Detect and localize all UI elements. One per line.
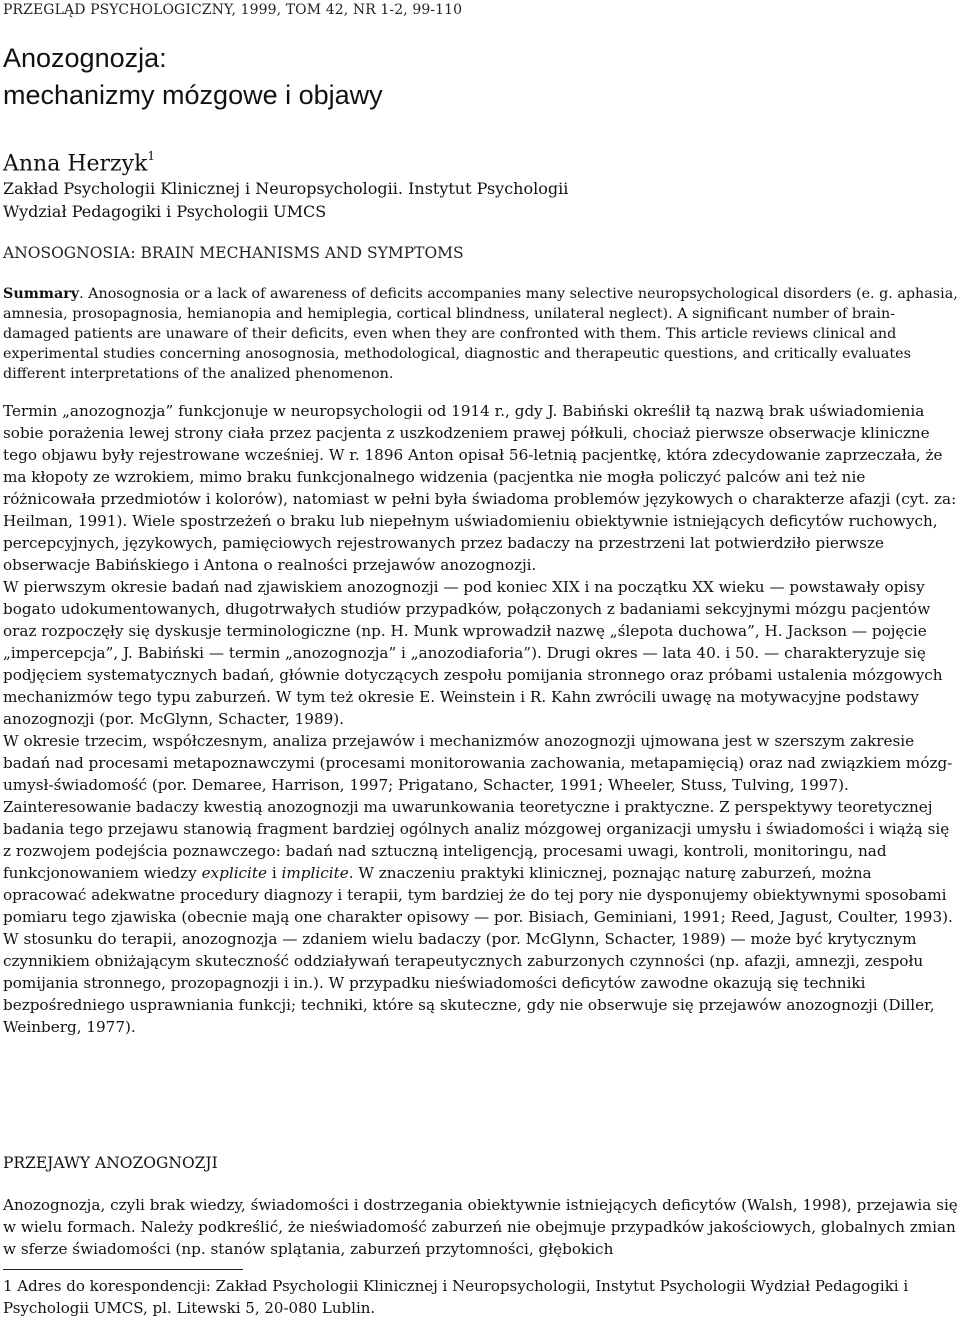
section-heading: PRZEJAWY ANOZOGNOZJI <box>3 1154 218 1172</box>
abstract <box>3 284 958 384</box>
paragraph: Termin „anozognozja” funkcjonuje w neuropsychologii od 1914 r., gdy J. Babiński określił tą nazwą brak uświadomienia sobie porażenia lewej strony ciała przez pacjenta z uszkodzeniem prawej półkuli, chociaż pierwsze obserwacje kliniczne tego objawu były rejestrowane wcześniej. W r. 1896 Anton opisał 56-letnią pacjentkę, która zdecydowanie zaprzeczała, że ma kłopoty ze wzrokiem, mimo braku funkcjonalnego widzenia (pacjentka nie mogła policzyć palców ani też nie różnicowała przedmiotów i kolorów), natomiast w pełni była świadoma problemów językowych o charakterze afazji (cyt. za: Heilman, 1991). Wiele spostrzeżeń o braku lub niepełnym uświadomieniu obiektywnie istniejących deficytów ruchowych, percepcyjnych, językowych, pamięciowych rejestrowanych przez badaczy na przestrzeni lat potwierdziło pierwsze obserwacje Babińskiego i Antona o realności przejawów anozognozji. <box>3 402 957 574</box>
paragraph-text: . W znaczeniu praktyki klinicznej, poznając naturę zaburzeń, można opracować adekwatne procedury diagnozy i terapii, tym bardziej że do tej pory nie dysponujemy obiektywnymi sposobami pomiaru tego zjawiska (obecnie mają one charakter opisowy — por. Bisiach, Geminiani, 1991; Reed, Jagust, Coulter, 1993). W stosunku do terapii, anozognozja — zdaniem wielu badaczy (por. McGlynn, Schacter, 1989) — może być krytycznym czynnikiem obniżającym skuteczność oddziaływań terapeutycznych zaburzonych czynności (np. afazji, amnezji, zespołu pomijania stronnego, prozopagnozji i in.). W przypadku nieświadomości deficytów zawodne okazują się techniki bezpośredniego usprawniania funkcji; techniki, które są skuteczne, gdy nie obserwuje się przejawów anozognozji (Diller, Weinberg, 1977). <box>3 864 953 1036</box>
paragraph: W pierwszym okresie badań nad zjawiskiem anozognozji — pod koniec XIX i na początku XX wieku — powstawały opisy bogato udokumentowanych, długotrwałych studiów przypadków, połączonych z badaniami sekcyjnymi mózgu pacjentów oraz rozpoczęły się dyskusje terminologiczne (np. H. Munk wprowadził nazwę „ślepota duchowa”, H. Jackson — pojęcie „impercepcja”, J. Babiński — termin „anozognozja” i „anozodiaforia”). Drugi okres — lata 40. i 50. — charakteryzuje się podjęciem systematycznych badań, głównie dotyczących zespołu pomijania stronnego oraz próbami ustalenia mózgowych mechanizmów tego typu zaburzeń. W tym też okresie E. Weinstein i R. Kahn zwrócili uwagę na motywacyjne podstawy anozognozji (por. McGlynn, Schacter, 1989). <box>3 578 943 728</box>
section-text <box>3 1194 958 1260</box>
english-title: ANOSOGNOSIA: BRAIN MECHANISMS AND SYMPTOMS <box>3 244 464 262</box>
paragraph <box>3 796 958 1038</box>
introduction <box>3 400 958 1038</box>
author <box>3 151 155 176</box>
footnote-divider <box>3 1269 243 1270</box>
summary-label: Summary <box>3 286 80 302</box>
footnote: 1 Adres do korespondencji: Zakład Psychologii Klinicznej i Neuropsychologii, Instytut Psychologii Wydział Pedagogiki i Psychologii UMCS, pl. Litewski 5, 20-080 Lublin. <box>3 1277 909 1317</box>
author-name: Anna Herzyk <box>3 151 148 177</box>
paragraph: W okresie trzecim, współczesnym, analiza przejawów i mechanizmów anozognozji ujmowana jest w szerszym zakresie badań nad procesami metapoznawczymi (procesami monitorowania zachowania, metapamięcią) oraz nad związkiem mózg-umysł-świadomość (por. Demaree, Harrison, 1997; Prigatano, Schacter, 1991; Wheeler, Stuss, Tulving, 1997). <box>3 732 953 794</box>
summary-text: . Anosognosia or a lack of awareness of deficits accompanies many selective neuropsychological disorders (e. g. aphasia, amnesia, prosopagnosia, hemianopia and hemiplegia, cortical blindness, unilateral neglect). A significant number of brain-damaged patients are unaware of their deficits, even when they are confronted with them. This article reviews clinical and experimental studies concerning anosognosia, methodological, diagnostic and therapeutic questions, and critically evaluates different interpretations of the analized phenomenon. <box>3 286 958 382</box>
author-footnote-mark: 1 <box>147 149 156 163</box>
paragraph-text: Zainteresowanie badaczy kwestią anozognozji ma uwarunkowania teoretyczne i praktyczne. Z perspektywy teoretycznej badania tego przejawu stanowią fragment bardziej ogólnych analiz mózgowej organizacji umysłu i świadomości i wiążą się z rozwojem podejścia poznawczego: badań nad sztuczną inteligencją, procesami uwagi, kontroli, monitoringu, nad funkcjonowaniem wiedzy <box>3 798 950 882</box>
running-head: PRZEGLĄD PSYCHOLOGICZNY, 1999, TOM 42, NR 1-2, 99-110 <box>3 2 463 18</box>
article-title-line-2: mechanizmy mózgowe i objawy <box>3 80 383 110</box>
emphasis: explicite <box>201 864 268 882</box>
paragraph-text: i <box>267 864 282 882</box>
affiliation-line-1: Zakład Psychologii Klinicznej i Neuropsychologii. Instytut Psychologii <box>3 179 569 198</box>
article-title-line-1: Anozognozja: <box>3 43 167 73</box>
affiliation-line-2: Wydział Pedagogiki i Psychologii UMCS <box>3 202 327 221</box>
paragraph: Anozognozja, czyli brak wiedzy, świadomości i dostrzegania obiektywnie istniejących deficytów (Walsh, 1998), przejawia się w wielu formach. Należy podkreślić, że nieświadomość zaburzeń nie obejmuje przypadków jakościowych, globalnych zmian w sferze świadomości (np. stanów splątania, zaburzeń przytomności, głębokich <box>3 1196 958 1258</box>
emphasis: implicite <box>281 864 349 882</box>
